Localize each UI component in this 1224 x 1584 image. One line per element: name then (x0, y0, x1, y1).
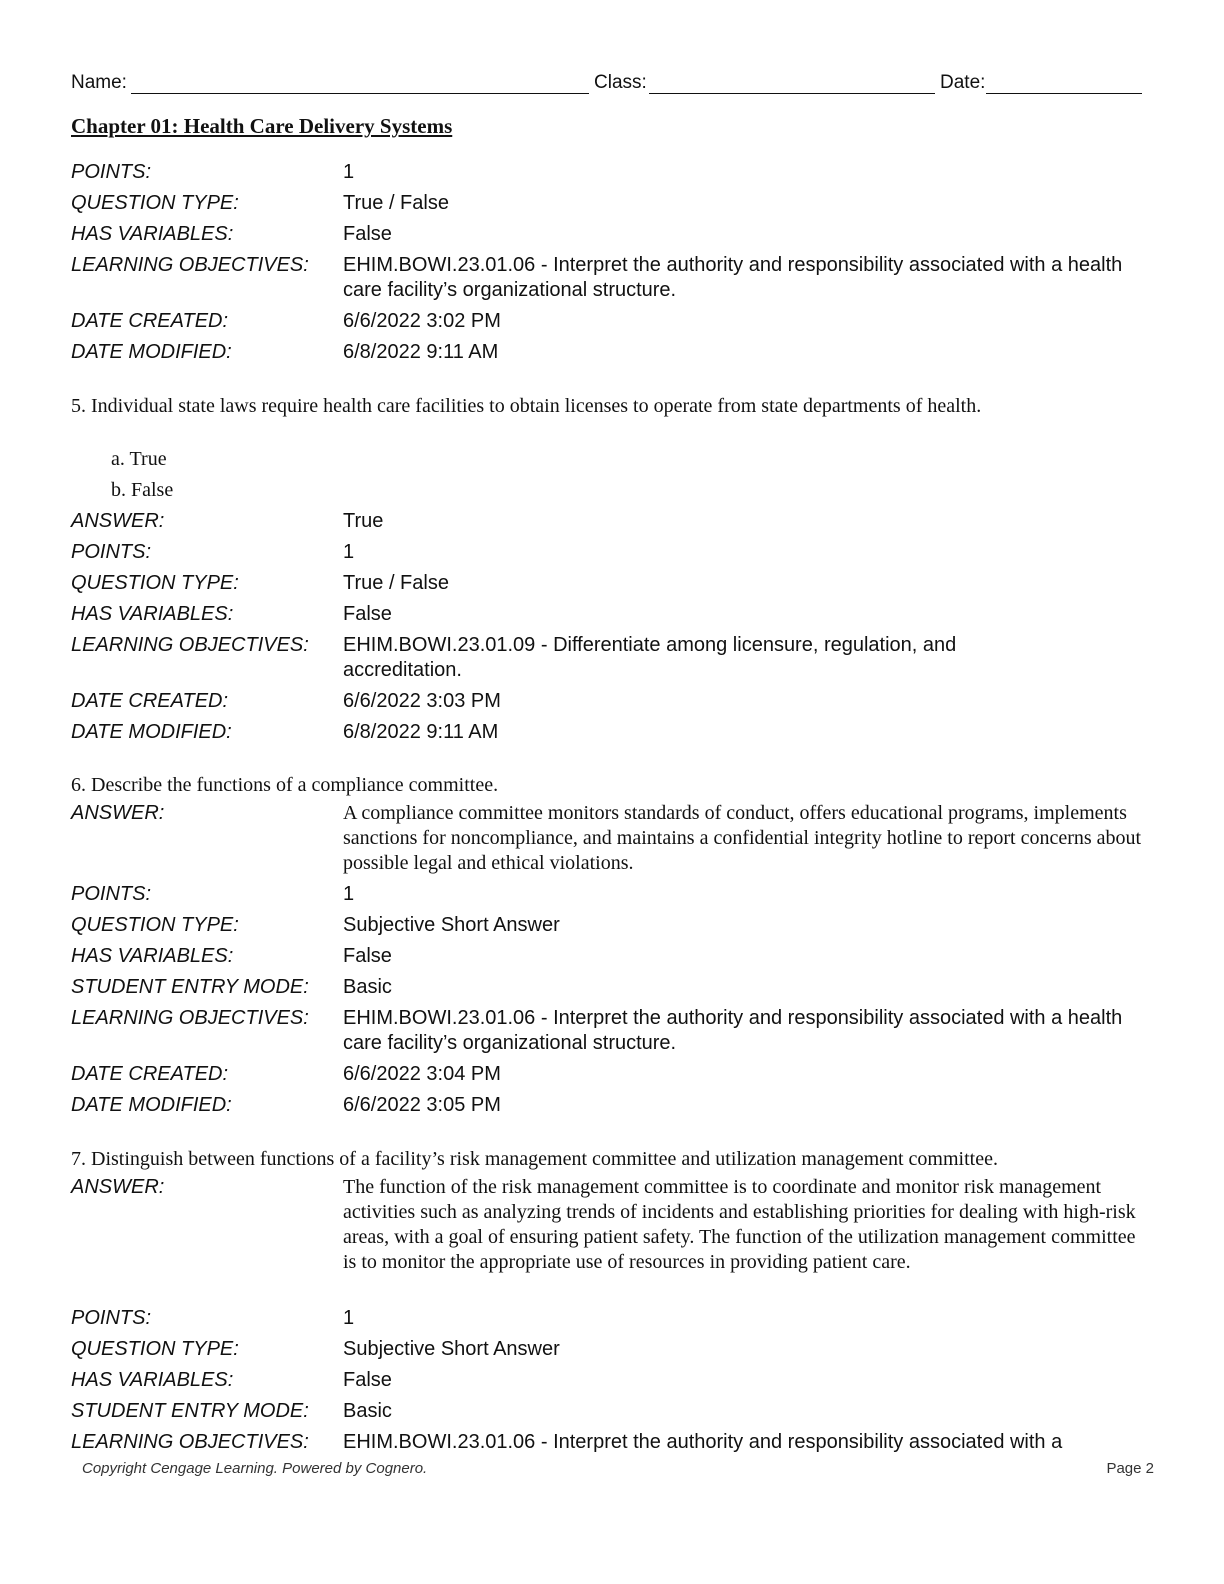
meta-value: True / False (343, 192, 449, 214)
meta-label: QUESTION TYPE: (71, 192, 239, 214)
question-5-option-b: b. False (111, 479, 174, 501)
meta-label: STUDENT ENTRY MODE: (71, 976, 309, 998)
meta-label: HAS VARIABLES: (71, 603, 234, 625)
meta-value: 1 (343, 161, 355, 183)
meta-value: 1 (343, 883, 355, 905)
meta-value: EHIM.BOWI.23.01.09 - Differentiate among licensure, regulation, and accreditation. (343, 634, 957, 681)
meta-label: QUESTION TYPE: (71, 1338, 239, 1360)
meta-label: DATE MODIFIED: (71, 341, 232, 363)
meta-value: False (343, 945, 392, 967)
page-footer (82, 1460, 1154, 1480)
meta-label: LEARNING OBJECTIVES: (71, 634, 309, 656)
meta-value: A compliance committee monitors standards of conduct, offers educational programs, implements sanctions for noncompliance, and maintains a confidential integrity hotline to report concerns about possible legal and ethical violations. (343, 802, 1142, 874)
meta-label: DATE CREATED: (71, 690, 229, 712)
meta-value: False (343, 223, 392, 245)
meta-value: 6/6/2022 3:03 PM (343, 690, 501, 712)
meta-value: Basic (343, 1400, 392, 1422)
meta-value: 6/8/2022 9:11 AM (343, 341, 499, 363)
question-6-text: 6. Describe the functions of a compliance committee. (71, 774, 499, 796)
class-blank-line (649, 93, 935, 94)
meta-label: DATE CREATED: (71, 310, 229, 332)
meta-label: HAS VARIABLES: (71, 945, 234, 967)
meta-label: DATE CREATED: (71, 1063, 229, 1085)
name-label: Name: (71, 72, 127, 93)
meta-label: DATE MODIFIED: (71, 1094, 232, 1116)
meta-value: 1 (343, 1307, 355, 1329)
meta-label: POINTS: (71, 541, 152, 563)
question-5-text: 5. Individual state laws require health care facilities to obtain licenses to operate from state departments of health. (71, 395, 982, 417)
meta-value: 6/6/2022 3:05 PM (343, 1094, 501, 1116)
meta-label: POINTS: (71, 161, 152, 183)
meta-label: POINTS: (71, 1307, 152, 1329)
meta-value: Subjective Short Answer (343, 914, 560, 936)
meta-value: True / False (343, 572, 449, 594)
meta-label: HAS VARIABLES: (71, 223, 234, 245)
meta-label: QUESTION TYPE: (71, 572, 239, 594)
date-blank-line (986, 93, 1142, 94)
meta-label: DATE MODIFIED: (71, 721, 232, 743)
meta-value: 6/6/2022 3:02 PM (343, 310, 501, 332)
meta-value: EHIM.BOWI.23.01.06 - Interpret the authority and responsibility associated with a health care facility’s organizational structure. (343, 254, 1123, 301)
meta-label: LEARNING OBJECTIVES: (71, 1431, 309, 1453)
meta-value: Subjective Short Answer (343, 1338, 560, 1360)
meta-value: EHIM.BOWI.23.01.06 - Interpret the authority and responsibility associated with a health care facility’s organizational structure. (343, 1007, 1123, 1054)
meta-value: 6/8/2022 9:11 AM (343, 721, 499, 743)
meta-value: False (343, 603, 392, 625)
meta-label: LEARNING OBJECTIVES: (71, 1007, 309, 1029)
meta-value: True (343, 510, 384, 532)
meta-label: ANSWER: (71, 510, 165, 532)
meta-label: QUESTION TYPE: (71, 914, 239, 936)
meta-label: POINTS: (71, 883, 152, 905)
question-5-option-a: a. True (111, 448, 167, 470)
chapter-title: Chapter 01: Health Care Delivery Systems (71, 114, 453, 138)
meta-value: Basic (343, 976, 392, 998)
meta-label: STUDENT ENTRY MODE: (71, 1400, 309, 1422)
page-number: Page 2 (1106, 1460, 1154, 1477)
student-info-header (71, 72, 1142, 98)
meta-label: HAS VARIABLES: (71, 1369, 234, 1391)
meta-value: 6/6/2022 3:04 PM (343, 1063, 501, 1085)
name-blank-line (131, 93, 589, 94)
meta-label: ANSWER: (71, 802, 165, 824)
class-label: Class: (594, 72, 647, 93)
meta-value: False (343, 1369, 392, 1391)
meta-value: The function of the risk management committee is to coordinate and monitor risk management activities such as analyzing trends of incidents and establishing priorities for dealing with high-risk areas, with a goal of ensuring patient safety. The function of the utilization management committee is to monitor the appropriate use of resources in providing patient care. (343, 1176, 1136, 1273)
meta-label: ANSWER: (71, 1176, 165, 1198)
meta-label: LEARNING OBJECTIVES: (71, 254, 309, 276)
meta-value: EHIM.BOWI.23.01.06 - Interpret the authority and responsibility associated with a (343, 1431, 1063, 1453)
meta-value: 1 (343, 541, 355, 563)
question-7-text: 7. Distinguish between functions of a facility’s risk management committee and utilization management committee. (71, 1148, 998, 1170)
date-label: Date: (940, 72, 986, 93)
copyright-text: Copyright Cengage Learning. Powered by Cognero. (82, 1460, 428, 1477)
